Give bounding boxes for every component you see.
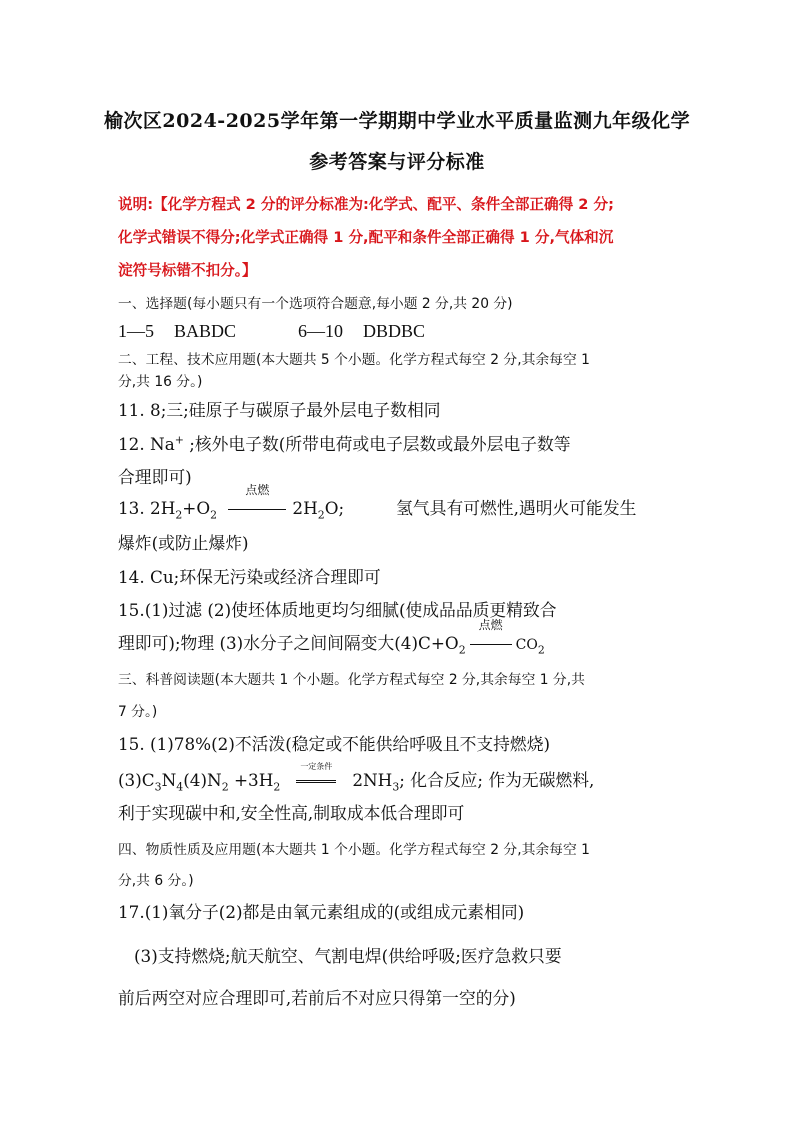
scoring-note-line-3: 淀符号标错不扣分。】 [118,262,257,279]
scoring-note-line-1: 说明:【化学方程式 2 分的评分标准为:化学式、配平、条件全部正确得 2 分; [118,196,614,213]
page-subtitle: 参考答案与评分标准 [309,151,485,173]
scoring-note-line-2: 化学式错误不得分;化学式正确得 1 分,配平和条件全部正确得 1 分,气体和沉 [118,229,614,246]
section-3-heading-line-1: 三、科普阅读题(本大题共 1 个小题。化学方程式每空 2 分,其余每空 1 分,共 [118,672,585,688]
section-4-heading-line-2: 分,共 6 分。) [118,873,194,889]
answer-sec3-q15-part-b: $(3)C_3N_4(4)N_2 +3H_2$ 一定条件 $2NH_3$; 化合反应; 作为无碳燃料, [118,762,595,794]
answer-q15-part-b: 理即可);物理 (3)水分子之间间隔变大$(4)C+O_2$ 点燃 $CO_2$ [118,618,545,657]
answer-range-2: 6—10 [298,321,344,341]
answer-q17-part-c: 前后两空对应合理即可,若前后不对应只得第一空的分) [118,988,516,1008]
section-1-heading: 一、选择题(每小题只有一个选项符合题意,每小题 2 分,共 20 分) [118,296,513,312]
section-3-heading-line-2: 7 分。) [118,704,158,720]
answer-q12: 12. Na+ ;核外电子数(所带电荷或电子层数或最外层电子数等 [118,433,571,454]
answer-q12-cont: 合理即可) [118,467,192,487]
reaction-condition-arrow: 点燃 [470,633,512,653]
answer-q15-part-a: 15.(1)过滤 (2)使坯体质地更均匀细腻(使成品品质更精致合 [118,600,557,620]
answer-key-2: DBDBC [363,321,426,341]
multiple-choice-answers [118,321,425,342]
answer-sec3-q15-part-c: 利于实现碳中和,安全性高,制取成本低合理即可 [118,803,465,823]
reaction-condition-arrow: 一定条件 [296,770,336,790]
answer-sec3-q15-part-a: 15. (1)78%(2)不活泼(稳定或不能供给呼吸且不支持燃烧) [118,734,551,754]
answer-range-1: 1—5 [118,321,154,341]
answer-q17-part-a: 17.(1)氧分子(2)都是由氧元素组成的(或组成元素相同) [118,902,525,922]
section-2-heading-line-2: 分,共 16 分。) [118,374,203,390]
answer-q13: 13. $2H_2+O_2$ 点燃 $2H_2O$; 氢气具有可燃性,遇明火可能发生 [118,483,637,522]
answer-q17-part-b: (3)支持燃烧;航天航空、气割电焊(供给呼吸;医疗急救只要 [134,946,562,966]
answer-key-1: BABDC [174,321,237,341]
page-title: 榆次区2024-2025学年第一学期期中学业水平质量监测九年级化学 [103,110,691,132]
section-4-heading-line-1: 四、物质性质及应用题(本大题共 1 个小题。化学方程式每空 2 分,其余每空 1 [118,842,590,858]
answer-q14: 14. Cu;环保无污染或经济合理即可 [118,567,381,587]
answer-q13-cont: 爆炸(或防止爆炸) [118,533,249,553]
reaction-condition-arrow: 点燃 [228,498,286,518]
answer-q11: 11. 8;三;硅原子与碳原子最外层电子数相同 [118,400,441,420]
section-2-heading-line-1: 二、工程、技术应用题(本大题共 5 个小题。化学方程式每空 2 分,其余每空 1 [118,352,590,368]
